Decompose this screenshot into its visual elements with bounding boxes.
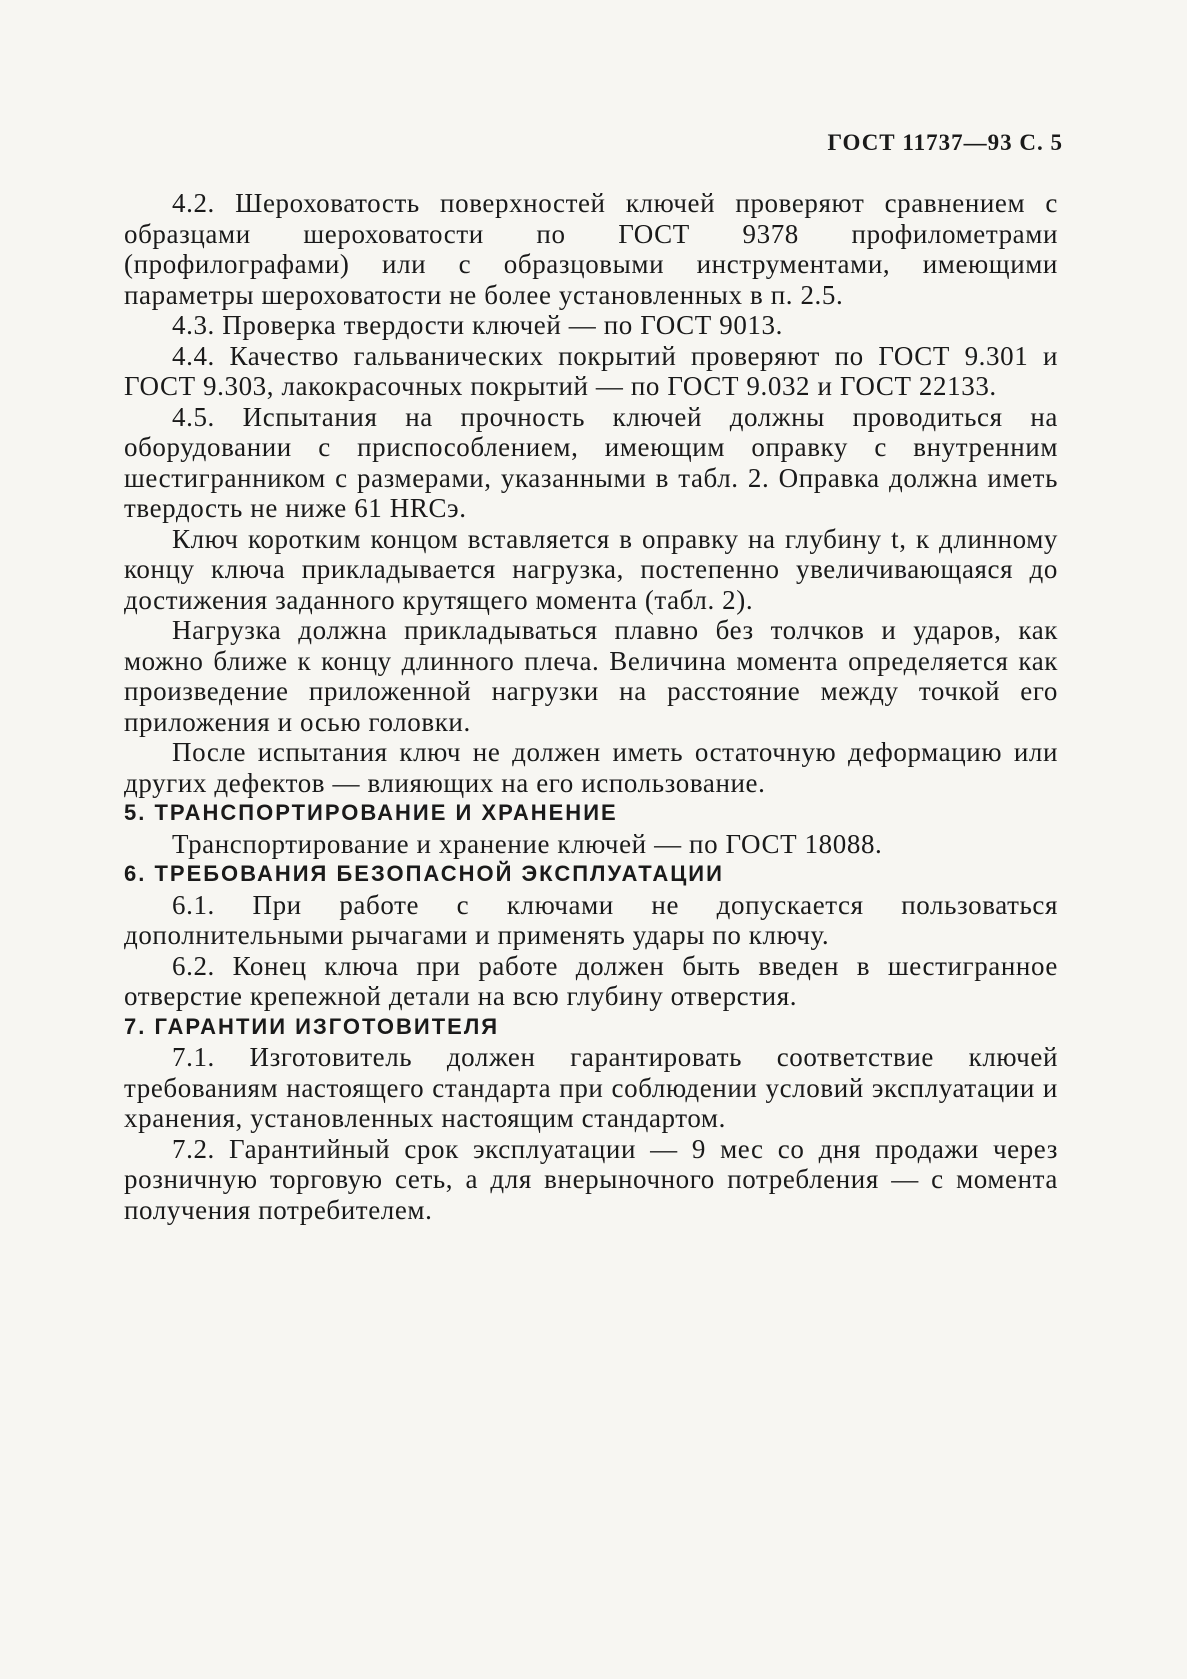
paragraph-5-text: Транспортирование и хранение ключей — по ГОСТ 18088. [172,828,883,859]
paragraph-4-5-insertion: Ключ коротким концом вставляется в оправку на глубину t, к длинному концу ключа прикладывается нагрузка, постепенно увеличивающаяся до достижения заданного крутящего момента (табл. 2). [124,523,1058,615]
paragraph-4-5-result: После испытания ключ не должен иметь остаточную деформацию или других дефектов — влияющих на его использование. [124,737,1058,798]
running-header: ГОСТ 11737—93 С. 5 [827,130,1063,155]
section-6-heading: 6. ТРЕБОВАНИЯ БЕЗОПАСНОЙ ЭКСПЛУАТАЦИИ [124,861,724,886]
paragraph-4-5-load: Нагрузка должна прикладываться плавно без толчков и ударов, как можно ближе к концу длинного плеча. Величина момента определяется как произведение приложенной нагрузки на расстояние между точкой его приложения и осью головки. [124,615,1058,737]
paragraph-4-4: 4.4. Качество гальванических покрытий проверяют по ГОСТ 9.301 и ГОСТ 9.303, лакокрасочных покрытий — по ГОСТ 9.032 и ГОСТ 22133. [124,340,1058,401]
section-7-heading: 7. ГАРАНТИИ ИЗГОТОВИТЕЛЯ [124,1013,500,1039]
paragraph-6-2: 6.2. Конец ключа при работе должен быть введен в шестигранное отверстие крепежной детали на всю глубину отверстия. [124,950,1058,1011]
section-5-heading: 5. ТРАНСПОРТИРОВАНИЕ И ХРАНЕНИЕ [124,800,618,825]
paragraph-4-5: 4.5. Испытания на прочность ключей должны проводиться на оборудовании с приспособлением, имеющим оправку с внутренним шестигранником с размерами, указанными в табл. 2. Оправка должна иметь твердость не ниже 61 HRCэ. [124,401,1058,523]
paragraph-7-2: 7.2. Гарантийный срок эксплуатации — 9 мес со дня продажи через розничную торговую сеть, а для внерыночного потребления — с момента получения потребителем. [124,1133,1058,1225]
paragraph-6-1: 6.1. При работе с ключами не допускается пользоваться дополнительными рычагами и применять удары по ключу. [124,889,1058,950]
paragraph-4-2: 4.2. Шероховатость поверхностей ключей проверяют сравнением с образцами шероховатости по ГОСТ 9378 профилометрами (профилографами) или с образцовыми инструментами, имеющими параметры шероховатости не более установленных в п. 2.5. [124,188,1058,310]
paragraph-4-3: 4.3. Проверка твердости ключей — по ГОСТ 9013. [172,310,783,340]
paragraph-7-1: 7.1. Изготовитель должен гарантировать соответствие ключей требованиям настоящего стандарта при соблюдении условий эксплуатации и хранения, установленных настоящим стандартом. [124,1042,1058,1133]
document-body [124,188,1058,1225]
